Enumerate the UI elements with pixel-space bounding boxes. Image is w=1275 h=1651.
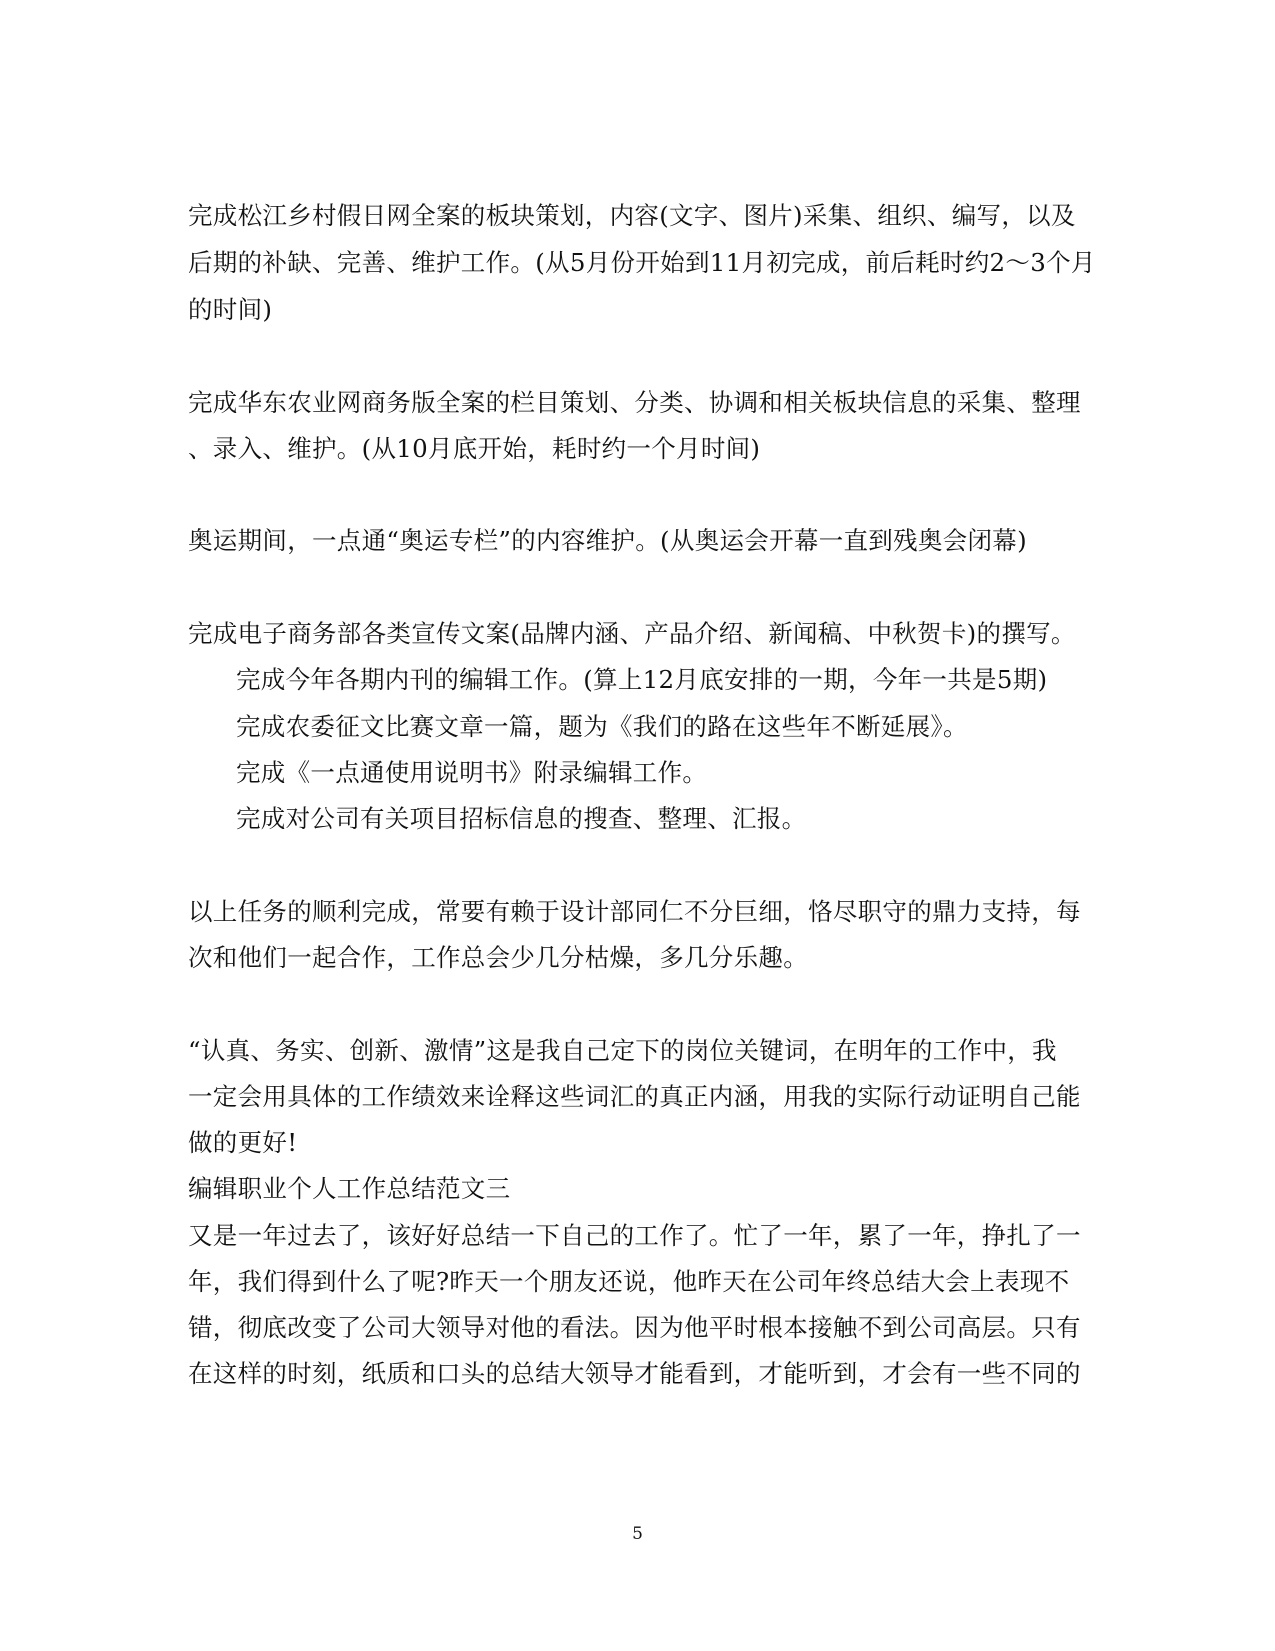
body-text-line: 奥运期间，一点通“奥运专栏”的内容维护。(从奥运会开幕一直到残奥会闭幕)	[188, 526, 1027, 555]
body-text-line: 次和他们一起合作，工作总会少几分枯燥，多几分乐趣。	[188, 943, 808, 972]
page-number: 5	[632, 1524, 643, 1544]
body-text-line: 完成华东农业网商务版全案的栏目策划、分类、协调和相关板块信息的采集、整理	[188, 388, 1081, 417]
body-text-line: 以上任务的顺利完成，常要有赖于设计部同仁不分巨细，恪尽职守的鼎力支持，每	[188, 897, 1081, 926]
body-text-line: “认真、务实、创新、激情”这是我自己定下的岗位关键词，在明年的工作中，我	[188, 1036, 1057, 1065]
body-text-line: 、录入、维护。(从10月底开始，耗时约一个月时间)	[188, 434, 761, 463]
list-item: 完成今年各期内刊的编辑工作。(算上12月底安排的一期，今年一共是5期)	[236, 665, 1048, 694]
body-text-line: 在这样的时刻，纸质和口头的总结大领导才能看到，才能听到，才会有一些不同的	[188, 1359, 1081, 1388]
body-text-line: 错，彻底改变了公司大领导对他的看法。因为他平时根本接触不到公司高层。只有	[188, 1313, 1081, 1342]
section-heading: 编辑职业个人工作总结范文三	[188, 1174, 511, 1203]
body-text-line: 又是一年过去了，该好好总结一下自己的工作了。忙了一年，累了一年，挣扎了一	[188, 1221, 1081, 1250]
list-item: 完成《一点通使用说明书》附录编辑工作。	[236, 758, 708, 787]
body-text-line: 一定会用具体的工作绩效来诠释这些词汇的真正内涵，用我的实际行动证明自己能	[188, 1082, 1081, 1111]
body-text-line: 的时间)	[188, 295, 273, 324]
body-text-line: 做的更好!	[188, 1128, 298, 1157]
body-text-line: 完成电子商务部各类宣传文案(品牌内涵、产品介绍、新闻稿、中秋贺卡)的撰写。	[188, 619, 1076, 648]
list-item: 完成农委征文比赛文章一篇，题为《我们的路在这些年不断延展》。	[236, 712, 968, 741]
body-text-line: 年，我们得到什么了呢?昨天一个朋友还说，他昨天在公司年终总结大会上表现不	[188, 1267, 1070, 1296]
body-text-line: 后期的补缺、完善、维护工作。(从5月份开始到11月初完成，前后耗时约2～3个月	[188, 248, 1096, 277]
list-item: 完成对公司有关项目招标信息的搜查、整理、汇报。	[236, 804, 807, 833]
body-text-line: 完成松江乡村假日网全案的板块策划，内容(文字、图片)采集、组织、编写，以及	[188, 201, 1076, 230]
